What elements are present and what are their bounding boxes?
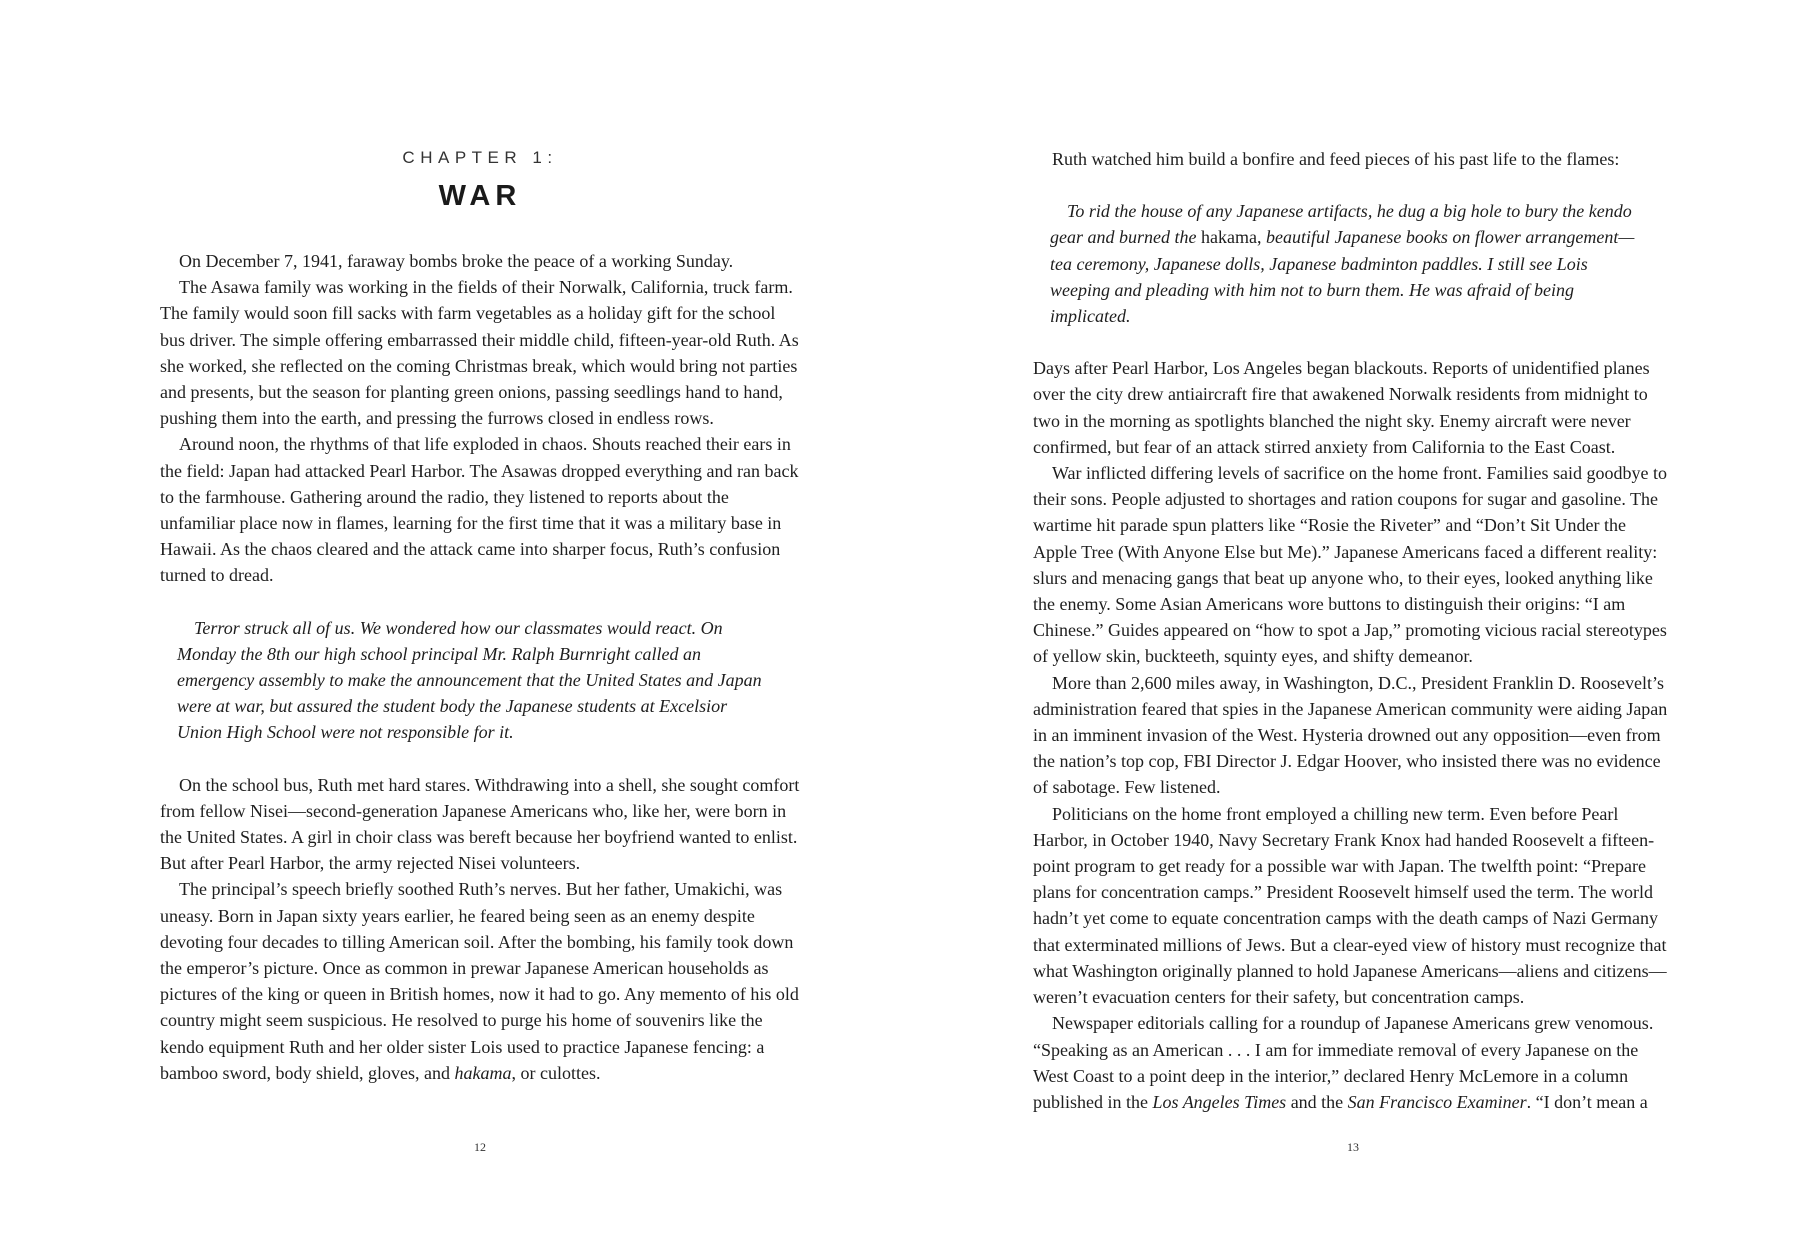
paragraph: The Asawa family was working in the fields of their Norwalk, California, truck farm. The family would soon fill sacks with farm vegetables as a holiday gift for the school bus driver. The simple offering embarrassed their middle child, fifteen-year-old Ruth. As she worked, she reflected on the coming Christmas break, which would bring not parties and presents, but the season for planting green onions, passing seedlings hand to hand, pushing them into the earth, and pressing the furrows closed in endless rows. [160, 277, 799, 429]
chapter-title: WAR [438, 180, 522, 212]
paragraph: War inflicted differing levels of sacrifice on the home front. Families said goodbye to their sons. People adjusted to shortages and ration coupons for sugar and gasoline. The wartime hit parade spun platters like “Rosie the Riveter” and “Don’t Sit Under the Apple Tree (With Anyone Else but Me).” Japanese Americans faced a different reality: slurs and menacing gangs that beat up anyone who, to their eyes, looked anything like the enemy. Some Asian Americans wore buttons to distinguish their origins: “I am Chinese.” Guides appeared on “how to spot a Jap,” promoting vicious racial stereotypes of yellow skin, buckteeth, squinty eyes, and shifty demeanor. [1033, 463, 1668, 667]
quote-text: To rid the house of any Japanese artifacts, he dug a big hole to bury the kendo gear and burned the hakama, beautiful Japanese books on flower arrangement—tea ceremony, Japanese dolls, Japanese badminton paddles. I still see Lois weeping and pleading with him not to burn them. He was afraid of being implicated. [1050, 201, 1635, 327]
paragraph: Days after Pearl Harbor, Los Angeles began blackouts. Reports of unidentified planes over the city drew antiaircraft fire that awakened Norwalk residents from midnight to two in the morning as spotlights blanched the night sky. Enemy aircraft were never confirmed, but fear of an attack stirred anxiety from California to the East Coast. [1033, 358, 1650, 457]
paragraph: The principal’s speech briefly soothed Ruth’s nerves. But her father, Umakichi, was uneasy. Born in Japan sixty years earlier, he feared being seen as an enemy despite devoting four decades to tilling American soil. After the bombing, his family took down the emperor’s picture. Once as common in prewar Japanese American households as pictures of the king or queen in British homes, now it had to go. Any memento of his old country might seem suspicious. He resolved to purge his home of souvenirs like the kendo equipment Ruth and her older sister Lois used to practice Japanese fencing: a bamboo sword, body shield, gloves, and hakama, or culottes. [160, 879, 799, 1083]
block-quote [177, 615, 770, 746]
paragraph: Politicians on the home front employed a chilling new term. Even before Pearl Harbor, in October 1940, Navy Secretary Frank Knox had handed Roosevelt a fifteen-point program to get ready for a possible war with Japan. The twelfth point: “Prepare plans for concentration camps.” President Roosevelt himself used the term. The world hadn’t yet come to equate concentration camps with the death camps of Nazi Germany that exterminated millions of Jews. But a clear-eyed view of history must recognize that what Washington originally planned to hold Japanese Americans—aliens and citizens—weren’t evacuation centers for their safety, but concentration camps. [1033, 803, 1667, 1008]
paragraph: On December 7, 1941, faraway bombs broke the peace of a working Sunday. [179, 251, 734, 271]
block-quote [1050, 198, 1643, 329]
page-number: 13 [1347, 1140, 1359, 1154]
chapter-label: CHAPTER 1: [402, 148, 558, 167]
paragraph: More than 2,600 miles away, in Washington, D.C., President Franklin D. Roosevelt’s administration feared that spies in the Japanese American community were aiding Japan in an imminent invasion of the West. Hysteria drowned out any opposition—even from the nation’s top cop, FBI Director J. Edgar Hoover, who insisted there was no evidence of sabotage. Few listened. [1033, 672, 1668, 798]
page-number: 12 [474, 1140, 486, 1154]
paragraph: On the school bus, Ruth met hard stares. Withdrawing into a shell, she sought comfort from fellow Nisei—second-generation Japanese Americans who, like her, were born in the United States. A girl in choir class was bereft because her boyfriend wanted to enlist. But after Pearl Harbor, the army rejected Nisei volunteers. [160, 774, 800, 874]
right-body-text [1033, 146, 1673, 1115]
paragraph: Around noon, the rhythms of that life exploded in chaos. Shouts reached their ears in the field: Japan had attacked Pearl Harbor. The Asawas dropped everything and ran back to the farmhouse. Gathering around the radio, they listened to reports about the unfamiliar place now in flames, learning for the first time that it was a military base in Hawaii. As the chaos cleared and the attack came into sharper focus, Ruth’s confusion turned to dread. [160, 434, 799, 586]
quote-text: Terror struck all of us. We wondered how our classmates would react. On Monday the 8th our high school principal Mr. Ralph Burnright called an emergency assembly to make the announcement that the United States and Japan were at war, but assured the student body the Japanese students at Excelsior Union High School were not responsible for it. [177, 617, 762, 743]
left-body-text [160, 248, 800, 1086]
paragraph: Ruth watched him build a bonfire and feed pieces of his past life to the flames: [1052, 149, 1620, 169]
paragraph: Newspaper editorials calling for a roundup of Japanese Americans grew venomous. “Speaking as an American . . . I am for immediate removal of every Japanese on the West Coast to a point deep in the interior,” declared Henry McLemore in a column published in the Los Angeles Times and the San Francisco Examiner. “I don’t mean a [1033, 1013, 1654, 1112]
